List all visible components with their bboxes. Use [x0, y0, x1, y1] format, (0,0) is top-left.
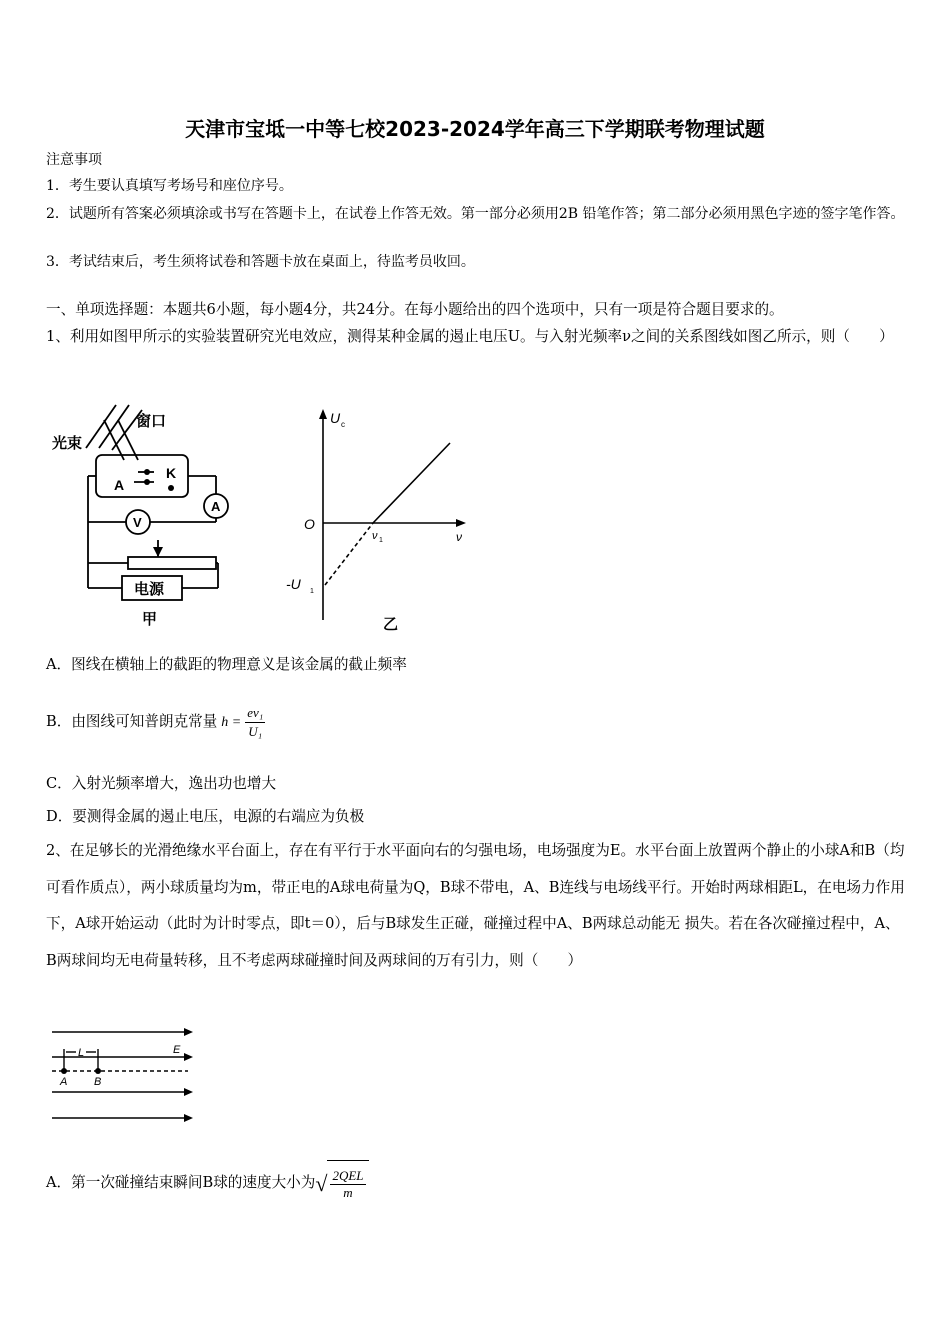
figure-jia-caption: 甲: [142, 611, 158, 628]
neg-u-sub: 1: [310, 588, 314, 595]
section-heading: 一、单项选择题：本题共6小题，每小题4分，共24分。在每小题给出的四个选项中，只有一项是符合题目要求的。: [46, 301, 784, 318]
sqrt-radicand: [327, 1160, 368, 1205]
figure-apparatus: [46, 400, 246, 635]
x-axis-label: ν: [456, 530, 462, 544]
formula-fraction: [245, 704, 265, 741]
y-axis-sub: c: [341, 420, 345, 429]
q1-option-b-text: B．由图线可知普朗克常量: [46, 713, 218, 730]
distance-label: L: [78, 1047, 85, 1059]
q1-option-c: C．入射光频率增大，逸出功也增大: [46, 775, 277, 792]
nu1-sub: 1: [379, 537, 383, 544]
voltmeter-label: V: [133, 515, 142, 530]
field-label: E: [173, 1044, 181, 1056]
q1-option-a: A．图线在横轴上的截距的物理意义是该金属的截止频率: [46, 656, 407, 673]
sqrt-den: m: [343, 1184, 353, 1200]
y-axis-label: U: [330, 410, 341, 426]
figure-graph: [280, 405, 480, 635]
power-label: 电源: [134, 581, 165, 598]
ball-b-label: B: [94, 1076, 102, 1088]
anode-label: A: [114, 477, 125, 493]
formula-den: U₁: [248, 723, 263, 739]
cathode-label: K: [166, 465, 177, 481]
q2-option-a: [46, 1160, 369, 1206]
beam-label: 光束: [52, 435, 83, 452]
figure-field: [46, 1022, 206, 1132]
notice-item-1: 1．考生要认真填写考场号和座位序号。: [46, 178, 293, 194]
question-2-stem: 2、在足够长的光滑绝缘水平台面上，存在有平行于水平面向右的匀强电场，电场强度为E。水平台面上放置两个静止的小球A和B（均可看作质点），两小球质量均为m，带正电的A球电荷量为Q，B球不带电，A、B连线与电场线平行。开始时两球相距L，在电场力作用下，A球开始运动（此时为计时零点，即t＝0），后与B球发生正碰，碰撞过程中A、B两球总动能无 损失。若在各次碰撞过程中，A、B两球间均无电荷量转移，且不考虑两球碰撞时间及两球间的万有引力，则（ ）: [46, 842, 905, 969]
q2-option-a-text: A．第一次碰撞结束瞬间B球的速度大小为: [46, 1174, 316, 1192]
q1-option-d: D．要测得金属的遏止电压，电源的右端应为负极: [46, 808, 365, 825]
notice-item-2: 2．试题所有答案必须填涂或书写在答题卡上，在试卷上作答无效。第一部分必须用2B 铅笔作答；第二部分必须用黑色字迹的签字笔作答。: [46, 206, 905, 222]
ammeter-label: A: [211, 499, 221, 514]
formula-sqrt: √ $\frac{\text{2QEL}}{m}$: [315, 1160, 368, 1206]
question-1-stem: 1、利用如图甲所示的实验装置研究光电效应，测得某种金属的遏止电压U。与入射光频率ν之间的关系图线如图乙所示，则（ ）: [46, 328, 894, 345]
ball-a-label: A: [60, 1076, 68, 1088]
origin-label: O: [304, 516, 315, 532]
nu1-label: ν: [372, 530, 378, 542]
formula-h: h =: [221, 715, 242, 730]
neg-u-label: -U: [286, 576, 301, 592]
notice-item-3: 3．考试结束后，考生须将试卷和答题卡放在桌面上，待监考员收回。: [46, 254, 475, 270]
sqrt-num: 2QEL: [332, 1167, 364, 1183]
formula-num: eν₁: [245, 704, 265, 723]
notice-heading: 注意事项: [46, 152, 102, 168]
q1-option-b: [46, 698, 265, 747]
window-label: 窗口: [136, 413, 167, 430]
figure-yi-caption: 乙: [383, 616, 399, 633]
page-title: 天津市宝坻一中等七校2023-2024学年高三下学期联考物理试题: [185, 117, 765, 141]
